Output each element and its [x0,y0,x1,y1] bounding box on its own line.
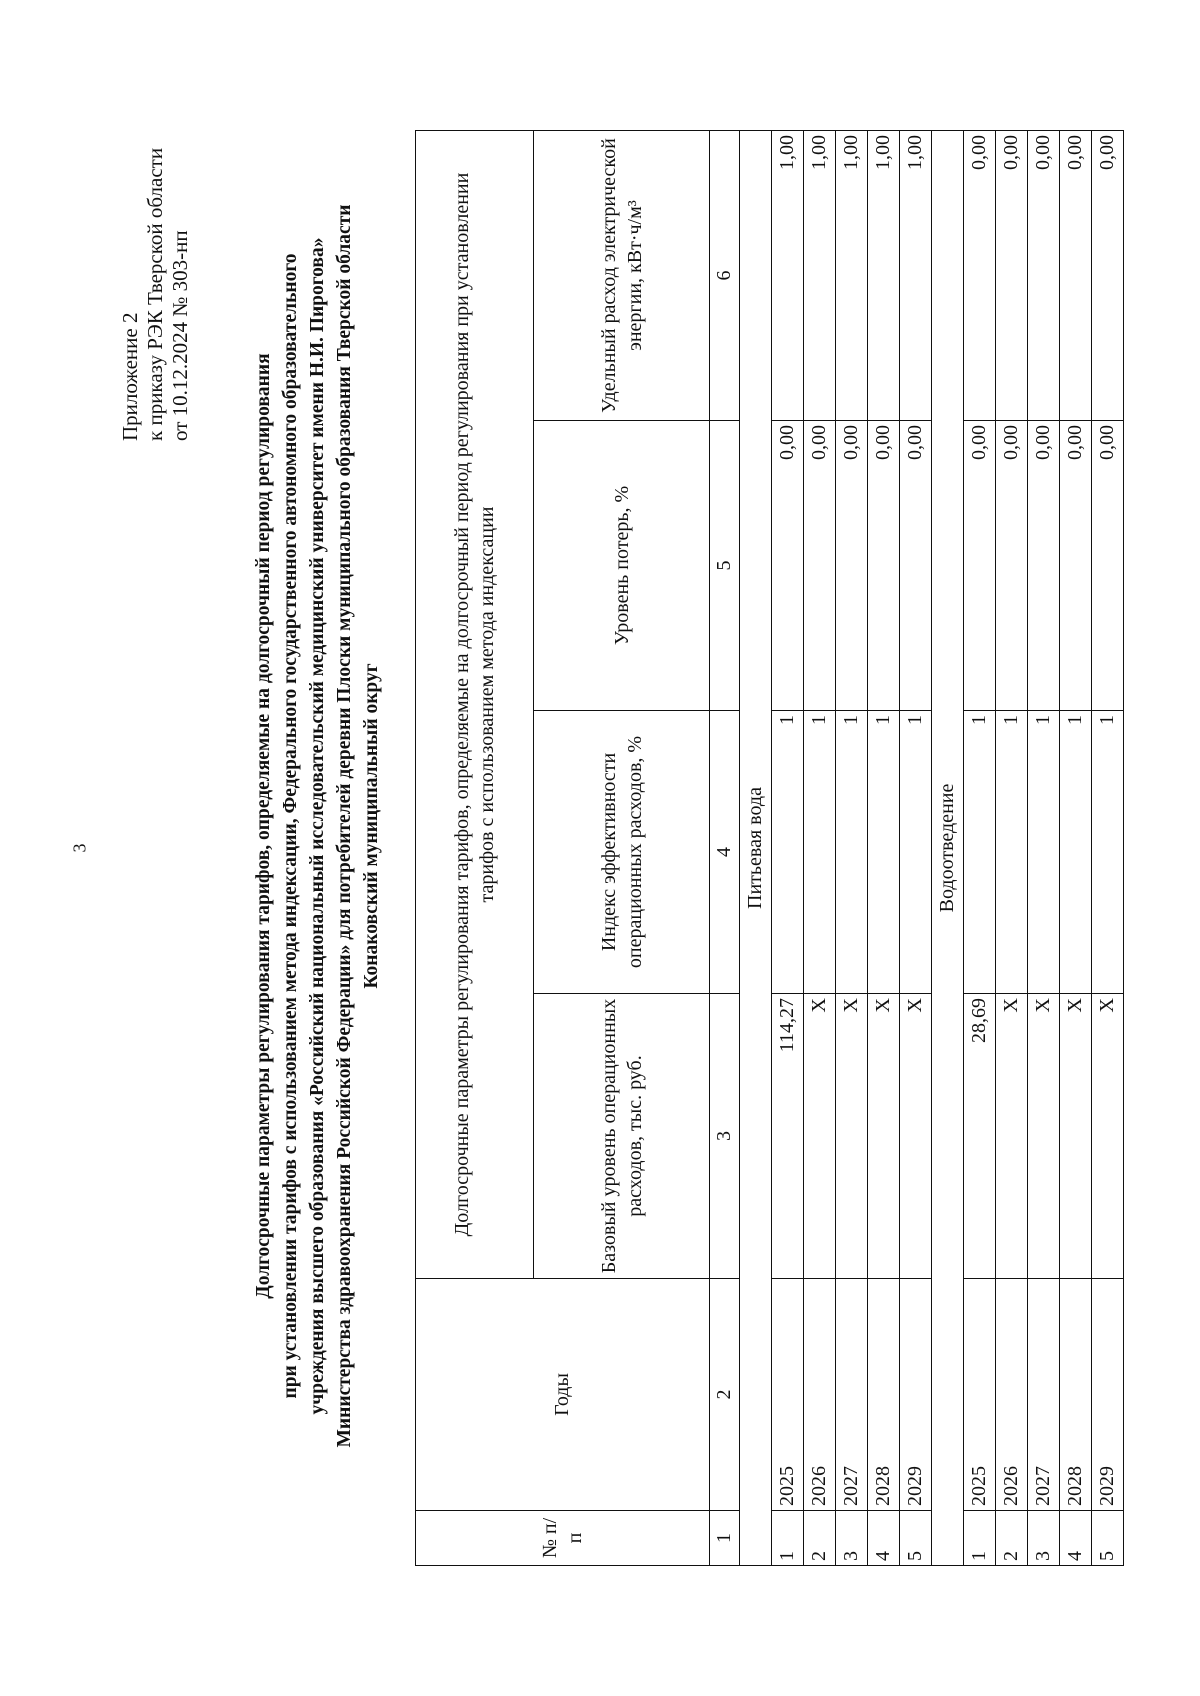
appendix-block [118,121,193,441]
cell-year: 2026 [804,1279,836,1511]
table-row [1060,130,1092,1565]
cell-number: 2 [996,1511,1028,1566]
cell-year: 2025 [772,1279,804,1511]
cell-number: 3 [1028,1511,1060,1566]
table-row [996,130,1028,1565]
cell-energy-consumption: 1,00 [804,130,836,420]
cell-energy-consumption: 0,00 [1028,130,1060,420]
cell-base-level: 114,27 [772,994,804,1279]
header-energy-consumption: Удельный расход электрической энергии, кВт·ч/м³ [534,130,710,420]
cell-base-level: X [1028,994,1060,1279]
cell-base-level: 28,69 [964,994,996,1279]
cell-loss-level: 0,00 [1028,421,1060,711]
cell-energy-consumption: 1,00 [900,130,932,420]
header-years: Годы [416,1279,710,1511]
table-row [868,130,900,1565]
cell-number: 5 [900,1511,932,1566]
cell-energy-consumption: 0,00 [1060,130,1092,420]
cell-base-level: X [1060,994,1092,1279]
header-number: № п/п [416,1511,710,1566]
appendix-line-3: от 10.12.2024 № 303-нп [168,230,192,441]
cell-energy-consumption: 0,00 [1092,130,1124,420]
column-number: 6 [710,130,740,420]
parameters-table [415,130,1124,1566]
table-row [836,130,868,1565]
cell-loss-level: 0,00 [996,421,1028,711]
cell-base-level: X [996,994,1028,1279]
cell-base-level: X [868,994,900,1279]
table-row [804,130,836,1565]
title-line-3: учреждения высшего образования «Российский национальный исследовательский медицинский университет имени Н.И. Пирогова» [307,237,328,1415]
cell-efficiency-index: 1 [964,711,996,994]
cell-year: 2027 [1028,1279,1060,1511]
page-number: 3 [69,843,90,853]
appendix-line-1: Приложение 2 [118,312,142,441]
header-base-level: Базовый уровень операционных расходов, тыс. руб. [534,994,710,1279]
cell-efficiency-index: 1 [836,711,868,994]
header-loss-level: Уровень потерь, % [534,421,710,711]
cell-year: 2029 [1092,1279,1124,1511]
cell-number: 1 [772,1511,804,1566]
header-efficiency-index: Индекс эффективности операционных расходов, % [534,711,710,994]
cell-number: 1 [964,1511,996,1566]
cell-loss-level: 0,00 [900,421,932,711]
cell-number: 5 [1092,1511,1124,1566]
cell-efficiency-index: 1 [1092,711,1124,994]
cell-number: 4 [1060,1511,1092,1566]
cell-efficiency-index: 1 [804,711,836,994]
cell-energy-consumption: 1,00 [836,130,868,420]
column-number: 2 [710,1279,740,1511]
column-number: 5 [710,421,740,711]
header-group: Долгосрочные параметры регулирования тарифов, определяемые на долгосрочный период регулирования при установлении тарифов с использованием метода индексации [416,130,534,1278]
column-number: 3 [710,994,740,1279]
cell-efficiency-index: 1 [772,711,804,994]
column-number: 1 [710,1511,740,1566]
cell-efficiency-index: 1 [996,711,1028,994]
cell-number: 3 [836,1511,868,1566]
cell-year: 2027 [836,1279,868,1511]
cell-energy-consumption: 1,00 [868,130,900,420]
cell-year: 2026 [996,1279,1028,1511]
title-line-2: при установлении тарифов с использованием метода индексации, Федерального государственного автономного образовательного [280,253,301,1399]
cell-year: 2028 [868,1279,900,1511]
cell-loss-level: 0,00 [804,421,836,711]
table-row [1092,130,1124,1565]
cell-base-level: X [836,994,868,1279]
cell-loss-level: 0,00 [1092,421,1124,711]
table-row [900,130,932,1565]
cell-energy-consumption: 0,00 [964,130,996,420]
cell-efficiency-index: 1 [1028,711,1060,994]
cell-year: 2025 [964,1279,996,1511]
cell-energy-consumption: 1,00 [772,130,804,420]
cell-efficiency-index: 1 [900,711,932,994]
cell-loss-level: 0,00 [772,421,804,711]
cell-loss-level: 0,00 [964,421,996,711]
title-line-4: Министерства здравоохранения Российской Федерации» для потребителей деревни Плоски муниципального образования Тверской области [334,204,355,1448]
cell-loss-level: 0,00 [868,421,900,711]
cell-base-level: X [804,994,836,1279]
cell-loss-level: 0,00 [836,421,868,711]
column-number-row [710,130,740,1565]
cell-base-level: X [1092,994,1124,1279]
cell-base-level: X [900,994,932,1279]
cell-year: 2028 [1060,1279,1092,1511]
table-row [964,130,996,1565]
cell-efficiency-index: 1 [868,711,900,994]
section-row-drinking-water [740,130,772,1565]
column-number: 4 [710,711,740,994]
cell-energy-consumption: 0,00 [996,130,1028,420]
table-row [1028,130,1060,1565]
appendix-line-2: к приказу РЭК Тверской области [143,147,167,441]
section-row-wastewater [932,130,964,1565]
cell-number: 2 [804,1511,836,1566]
document-title [250,106,385,1546]
title-line-5: Конаковский муниципальный округ [361,663,382,989]
cell-efficiency-index: 1 [1060,711,1092,994]
table-row [772,130,804,1565]
title-line-1: Долгосрочные параметры регулирования тарифов, определяемые на долгосрочный период регулирования [253,353,274,1299]
section-title: Водоотведение [932,130,964,1565]
cell-number: 4 [868,1511,900,1566]
cell-loss-level: 0,00 [1060,421,1092,711]
cell-year: 2029 [900,1279,932,1511]
section-title: Питьевая вода [740,130,772,1565]
